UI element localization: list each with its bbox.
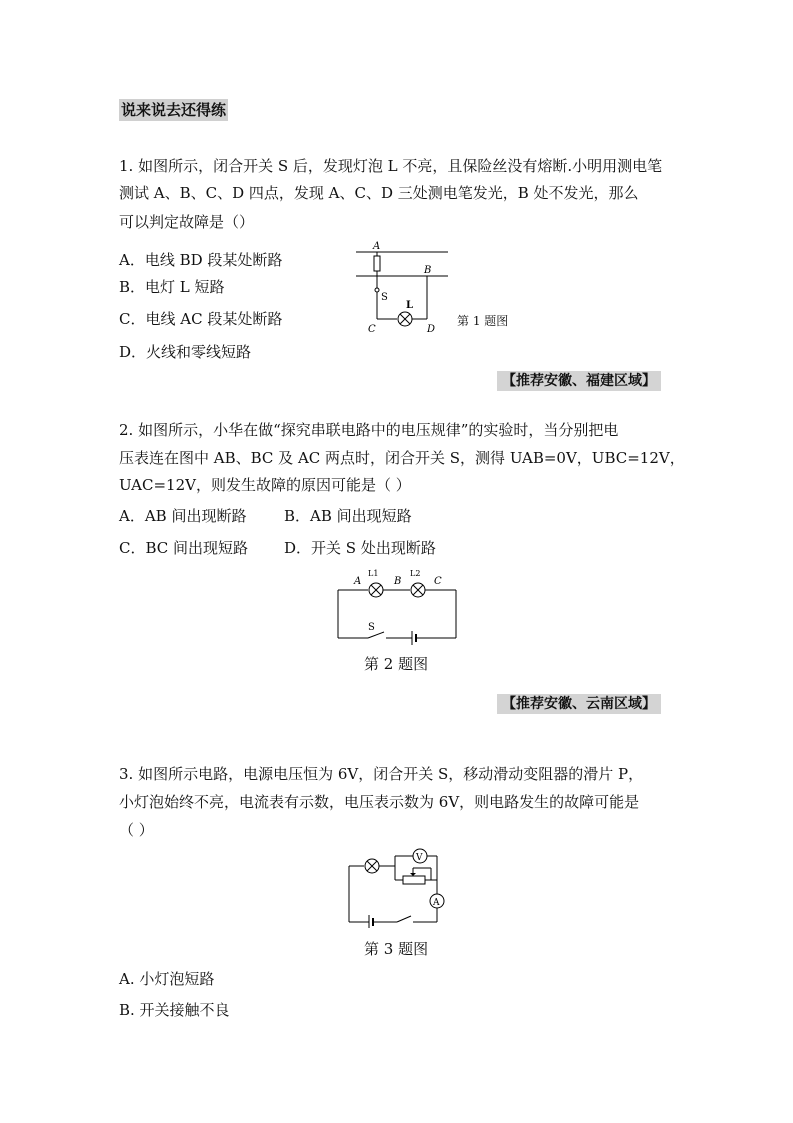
q1-label-d: D (427, 324, 436, 335)
q1-option-c: C．电线 AC 段某处断路 (119, 310, 283, 328)
q3-option-b: B. 开关接触不良 (119, 1001, 230, 1019)
q2-line-3: UAC=12V，则发生故障的原因可能是（ ） (119, 476, 411, 494)
q1-option-a: A．电线 BD 段某处断路 (119, 251, 283, 269)
q1-line-3: 可以判定故障是（） (119, 213, 255, 231)
q3-line-1: 3. 如图所示电路，电源电压恒为 6V，闭合开关 S，移动滑动变阻器的滑片 P， (119, 765, 644, 783)
q2-label-l2: L2 (410, 569, 421, 578)
q1-label-s: S (381, 292, 388, 303)
q1-caption: 第 1 题图 (457, 314, 509, 328)
q1-line-2: 测试 A、B、C、D 四点，发现 A、C、D 三处测电笔发光，B 处不发光，那么 (119, 184, 639, 202)
q1-option-b: B．电灯 L 短路 (119, 278, 225, 296)
q3-line-2: 小灯泡始终不亮，电流表有示数，电压表示数为 6V，则电路发生的故障可能是 (119, 793, 640, 811)
q2-circuit-diagram (332, 564, 462, 646)
q2-line-2: 压表连在图中 AB、BC 及 AC 两点时，闭合开关 S，测得 UAB=0V，UBC=12V， (119, 449, 685, 467)
q2-label-l1: L1 (368, 569, 379, 578)
section-title: 说来说去还得练 (121, 101, 227, 119)
q2-option-b: B．AB 间出现短路 (284, 507, 412, 525)
q2-label-s: S (368, 622, 375, 633)
fuse-icon (374, 256, 380, 271)
q1-label-l: L (406, 300, 414, 311)
q2-label-c: C (434, 576, 442, 587)
q3-option-a: A. 小灯泡短路 (119, 970, 215, 988)
q1-label-a: A (373, 241, 381, 252)
q2-option-d: D．开关 S 处出现断路 (284, 539, 436, 557)
q1-option-d: D．火线和零线短路 (119, 343, 252, 361)
q1-label-c: C (368, 324, 376, 335)
switch-icon (375, 288, 379, 292)
q3-label-v: V (416, 853, 423, 863)
q1-circuit-diagram (352, 238, 452, 338)
q3-caption: 第 3 题图 (364, 940, 429, 958)
switch-icon (397, 916, 411, 922)
q2-caption: 第 2 题图 (364, 655, 429, 673)
q3-circuit-diagram (343, 848, 447, 928)
rheostat-icon (403, 876, 425, 884)
q1-label-b: B (424, 265, 432, 276)
q2-label-a: A (354, 576, 362, 587)
q2-option-a: A．AB 间出现断路 (119, 507, 247, 525)
q2-label-b: B (394, 576, 402, 587)
q1-line-1: 1. 如图所示，闭合开关 S 后，发现灯泡 L 不亮，且保险丝没有熔断.小明用测电笔 (119, 157, 663, 175)
q3-label-a: A (433, 898, 440, 908)
q2-option-c: C．BC 间出现短路 (119, 539, 249, 557)
q2-region-tag: 【推荐安徽、云南区域】 (497, 694, 661, 714)
q1-region-tag: 【推荐安徽、福建区域】 (497, 371, 661, 391)
q2-line-1: 2. 如图所示，小华在做“探究串联电路中的电压规律”的实验时，当分别把电 (119, 421, 619, 439)
q3-line-3: （ ） (119, 821, 154, 839)
